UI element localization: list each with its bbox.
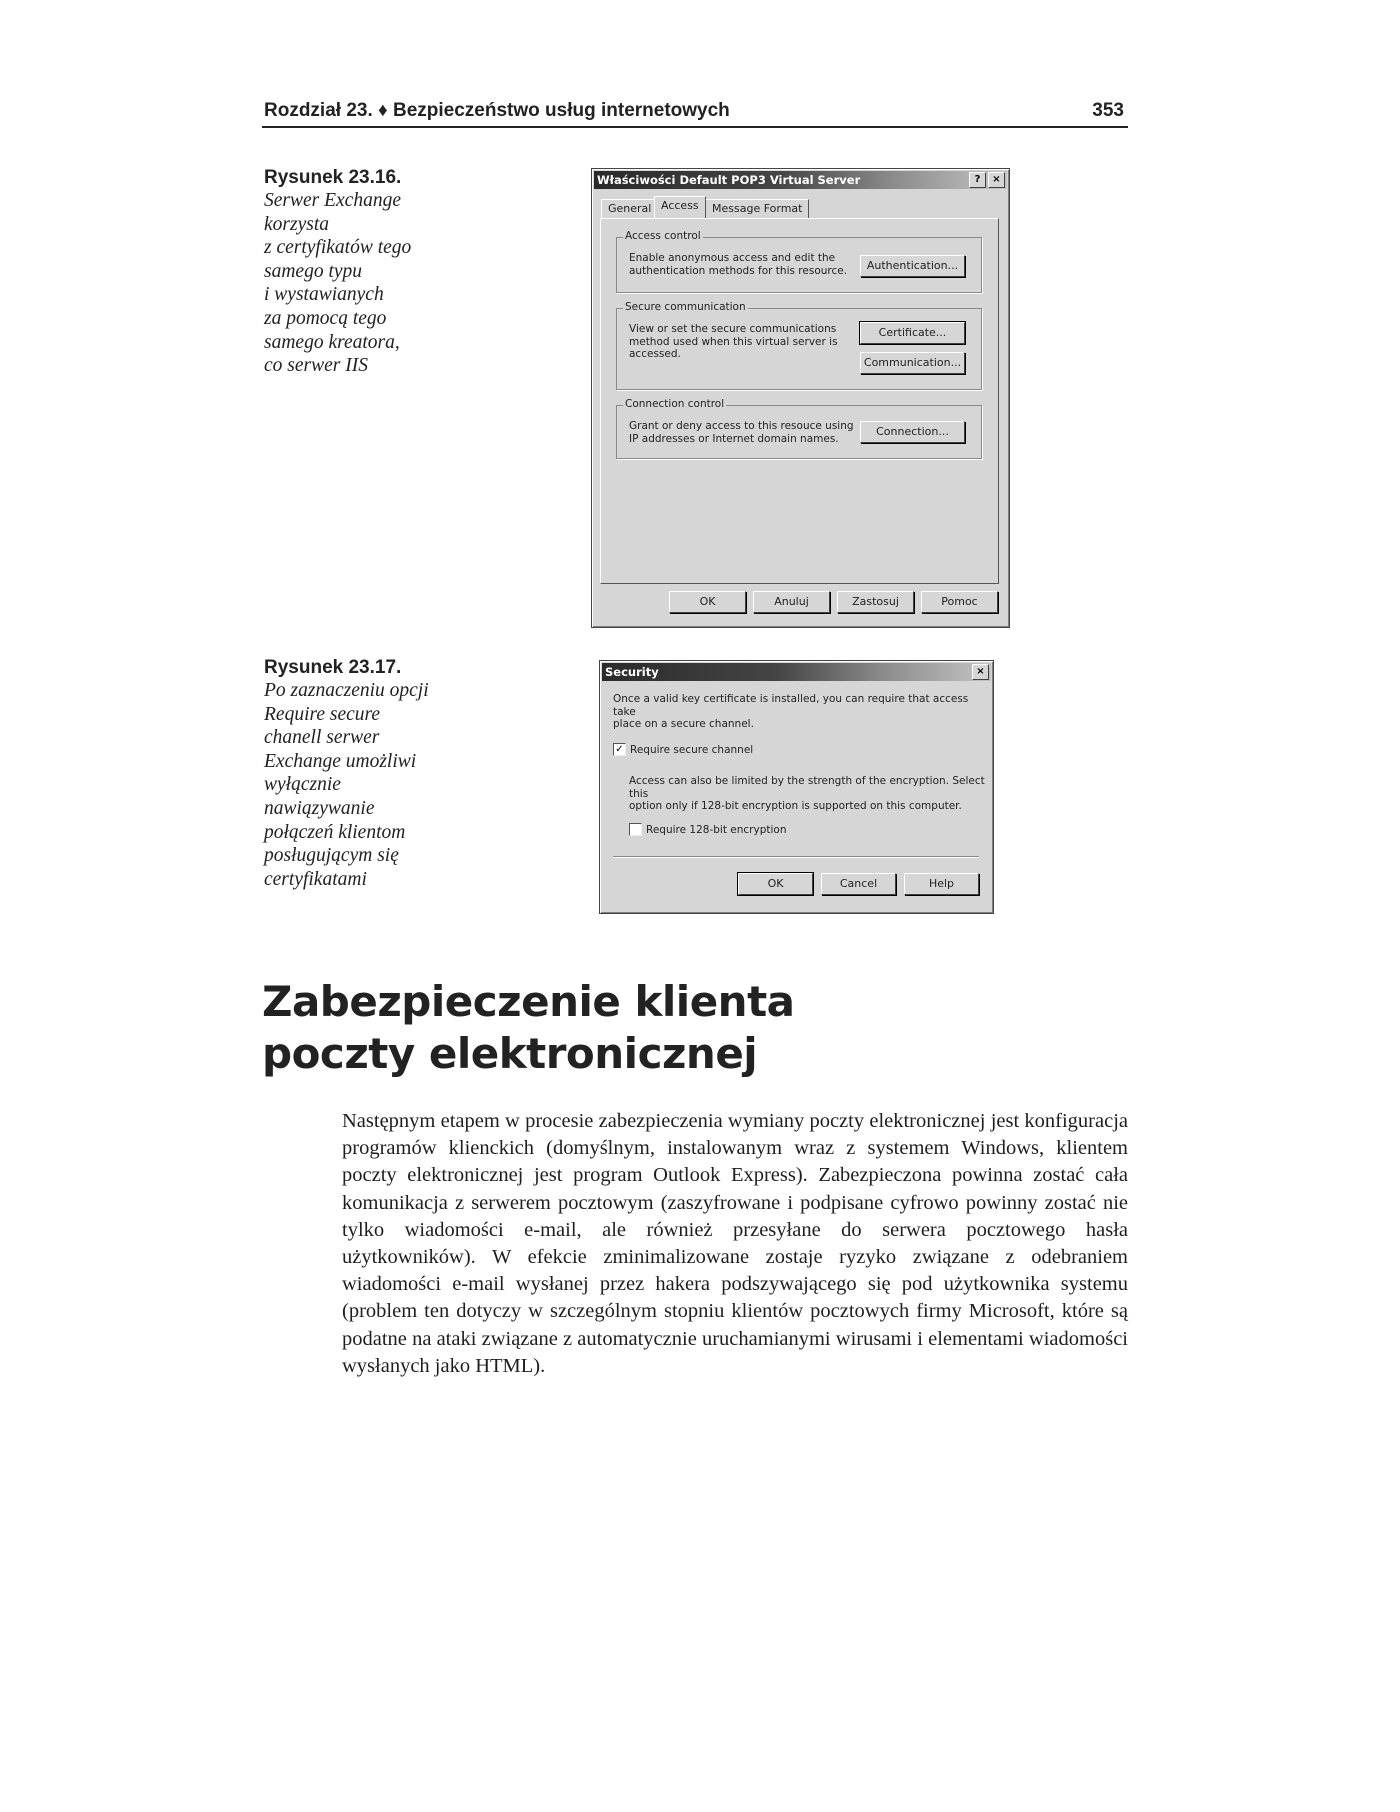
section-title: Zabezpieczenie klienta poczty elektronicznej: [262, 977, 795, 1078]
communication-button[interactable]: Communication...: [860, 352, 965, 374]
dialog-titlebar: [594, 171, 1007, 189]
running-header: [262, 100, 1128, 128]
tab-general[interactable]: General: [601, 199, 658, 218]
group-legend: Access control: [625, 230, 701, 242]
require-128bit-label[interactable]: Require 128-bit encryption: [646, 824, 787, 836]
close-icon[interactable]: ×: [988, 172, 1005, 188]
help-icon[interactable]: ?: [969, 172, 986, 188]
authentication-button[interactable]: Authentication...: [860, 255, 965, 277]
cancel-button[interactable]: Cancel: [821, 873, 896, 895]
intro-text: Once a valid key certificate is installed, you can require that access take place on a secure channel.: [613, 693, 969, 730]
certificate-button[interactable]: Certificate...: [860, 322, 965, 344]
page-number: 353: [1092, 100, 1124, 121]
figure-caption-text: Serwer Exchange korzysta z certyfikatów tego samego typu i wystawianych za pomocą tego samego kreatora, co serwer IIS: [264, 190, 412, 377]
help-button[interactable]: Pomoc: [921, 591, 998, 613]
access-control-group: [616, 230, 982, 293]
secure-communication-group: [616, 301, 982, 390]
tab-access[interactable]: Access: [654, 196, 706, 218]
figure-caption-1: [264, 166, 464, 378]
require-128bit-checkbox[interactable]: [629, 823, 642, 836]
help-button[interactable]: Help: [904, 873, 979, 895]
dialog-titlebar: [602, 663, 991, 681]
group-legend: Connection control: [625, 398, 725, 410]
figure-caption-2: [264, 656, 464, 891]
encryption-note: Access can also be limited by the strength of the encryption. Select this option only if 128-bit encryption is supported on this computer.: [629, 775, 985, 812]
require-secure-channel-checkbox[interactable]: ✓: [613, 743, 626, 756]
ok-button[interactable]: OK: [738, 873, 813, 895]
connection-control-group: [616, 398, 982, 459]
security-dialog: [599, 660, 994, 914]
body-paragraph: Następnym etapem w procesie zabezpieczenia wymiany poczty elektronicznej jest konfiguracja programów klienckich (domyślnym, instalowanym wraz z systemem Windows, klientem poczty elektronicznej jest program Outlook Express). Zabezpieczona powinna zostać cała komunikacja z serwerem pocztowym (zaszyfrowane i podpisane cyfrowo powinny zostać nie tylko wiadomości e-mail, ale również przesyłane do serwera pocztowego hasła użytkowników). W efekcie zminimalizowane zostaje ryzyko związane z odebraniem wiadomości e-mail wysłanej przez hakera podszywającego się pod użytkownika systemu (problem ten dotyczy w szczególnym stopniu klientów pocztowych firmy Microsoft, które są podatne na ataki związane z automatycznie uruchamianymi wirusami i elementami wiadomości wysłanych jako HTML).: [342, 1110, 1128, 1377]
group-description: Enable anonymous access and edit the authentication methods for this resource.: [629, 252, 848, 277]
group-description: Grant or deny access to this resouce using IP addresses or Internet domain names.: [629, 420, 854, 445]
dialog-title: Security: [605, 665, 659, 679]
apply-button[interactable]: Zastosuj: [837, 591, 914, 613]
cancel-button[interactable]: Anuluj: [753, 591, 830, 613]
tab-message-format[interactable]: Message Format: [705, 199, 809, 218]
chapter-title: Rozdział 23. ♦ Bezpieczeństwo usług internetowych: [264, 100, 730, 121]
require-secure-channel-label[interactable]: Require secure channel: [630, 744, 754, 756]
dialog-title: Właściwości Default POP3 Virtual Server: [597, 173, 861, 187]
access-tab-panel: [600, 218, 999, 584]
group-description: View or set the secure communications method used when this virtual server is accessed.: [629, 323, 838, 360]
figure-label: Rysunek 23.17.: [264, 657, 402, 678]
figure-label: Rysunek 23.16.: [264, 167, 402, 188]
figure-caption-text: Po zaznaczeniu opcji Require secure chanell serwer Exchange umożliwi wyłącznie nawiązywanie połączeń klientom posługującym się certyfikatami: [264, 680, 429, 890]
separator: [613, 856, 979, 858]
connection-button[interactable]: Connection...: [860, 421, 965, 443]
ok-button[interactable]: OK: [669, 591, 746, 613]
group-legend: Secure communication: [625, 301, 746, 313]
properties-dialog: [591, 168, 1010, 628]
close-icon[interactable]: ×: [972, 664, 989, 680]
